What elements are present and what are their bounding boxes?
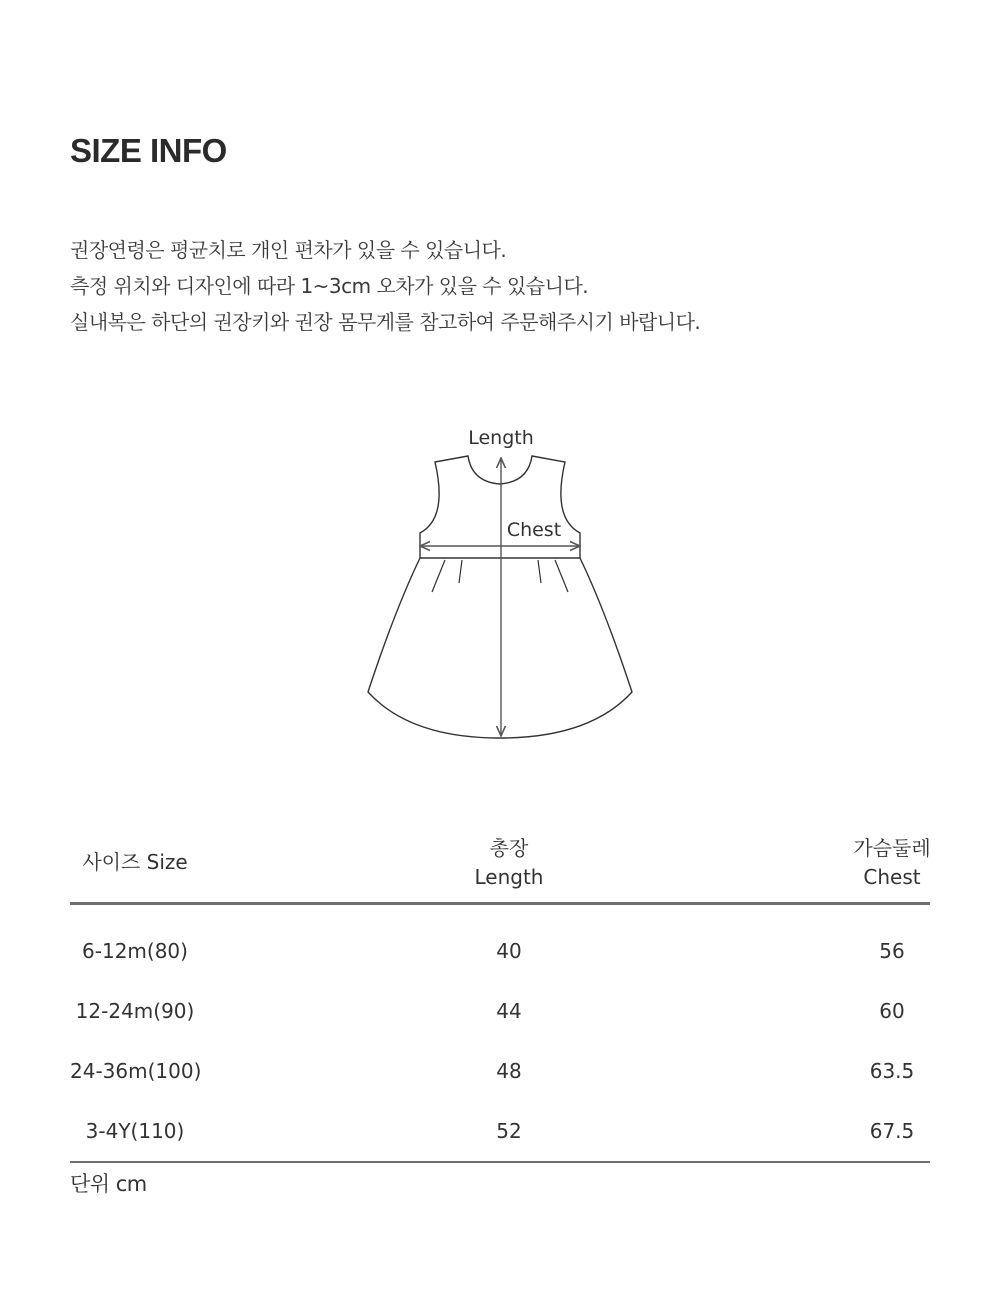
dress-skirt-outline	[368, 558, 632, 738]
dress-bodice-outline	[420, 456, 580, 558]
unit-note: 단위 cm	[70, 1172, 147, 1196]
table-row	[70, 981, 930, 1041]
size-cell: 6-12m(80)	[82, 939, 188, 963]
table-row	[70, 1101, 930, 1161]
length-label: Length	[468, 427, 534, 449]
length-cell: 48	[496, 1059, 522, 1083]
header-size: 사이즈 Size	[82, 850, 188, 874]
page-title: SIZE INFO	[70, 132, 227, 169]
chest-cell: 67.5	[869, 1119, 915, 1143]
pleat-line	[555, 560, 568, 592]
chest-cell: 56	[879, 939, 905, 963]
header-chest: 가슴둘레 Chest	[853, 836, 931, 889]
note-indoor-wear: 실내복은 하단의 권장키와 권장 몸무게를 참고하여 주문해주시기 바랍니다.	[70, 310, 701, 334]
chest-cell: 63.5	[869, 1059, 915, 1083]
size-table-body	[70, 905, 930, 1163]
chest-cell: 60	[879, 999, 905, 1023]
chest-label: Chest	[506, 519, 562, 541]
note-age: 권장연령은 평균치로 개인 편차가 있을 수 있습니다.	[70, 238, 507, 262]
length-cell: 44	[496, 999, 522, 1023]
table-row	[70, 1041, 930, 1101]
size-cell: 24-36m(100)	[70, 1059, 202, 1083]
length-cell: 40	[496, 939, 522, 963]
notes-list	[70, 232, 700, 340]
note-tolerance: 측정 위치와 디자인에 따라 1~3cm 오차가 있을 수 있습니다.	[70, 274, 589, 298]
size-cell: 3-4Y(110)	[85, 1119, 185, 1143]
table-row	[70, 921, 930, 981]
header-length: 총장 Length	[474, 836, 544, 889]
size-table	[70, 830, 930, 1163]
size-table-header	[70, 830, 930, 905]
length-cell: 52	[496, 1119, 522, 1143]
dress-diagram	[340, 420, 660, 750]
dress-illustration	[340, 420, 660, 750]
pleat-line	[432, 560, 445, 592]
pleat-line	[459, 560, 462, 583]
pleat-line	[538, 560, 541, 583]
size-cell: 12-24m(90)	[75, 999, 195, 1023]
